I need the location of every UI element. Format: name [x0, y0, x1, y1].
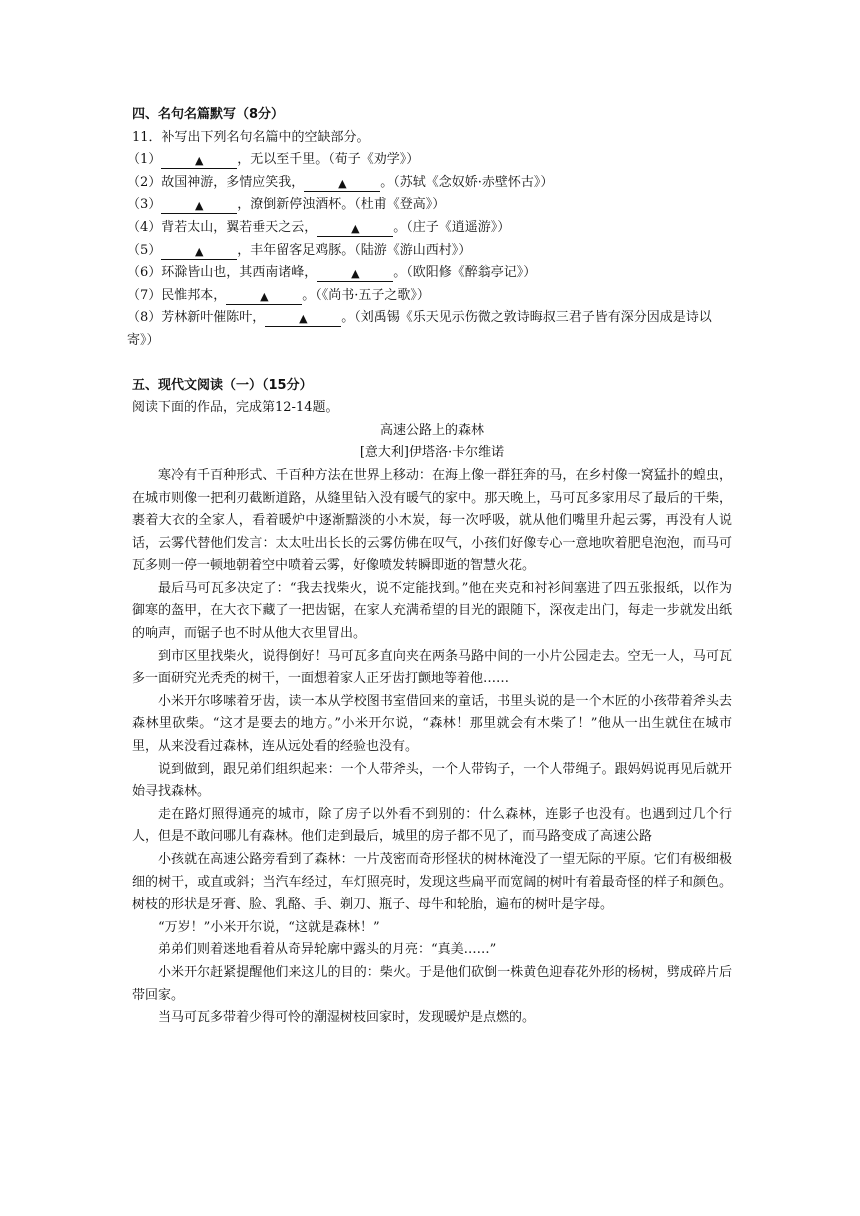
item-number: （4）: [127, 219, 162, 235]
fill-item-4: （4）背若太山，翼若垂天之云， ▲ 。（庄子《逍遥游》）: [127, 219, 511, 235]
item-number: （2）: [127, 174, 162, 190]
triangle-icon: ▲: [195, 154, 204, 168]
fill-item-5: （5） ▲ ，丰年留客足鸡豚。（陆游《游山西村》）: [127, 242, 472, 258]
section-spacer: [132, 353, 732, 375]
article-paragraph: 小孩就在高速公路旁看到了森林：一片茂密而奇形怪状的树林淹没了一望无际的平原。它们有极细极细的树干，或直或斜；当汽车经过，车灯照亮时，发现这些扁平而宽阔的树叶有着最奇怪的样子和颜色。树枝的形状是牙膏、脸、乳酪、手、剃刀、瓶子、母牛和轮胎，遍布的树叶是字母。: [132, 852, 732, 913]
article-paragraph: 当马可瓦多带着少得可怜的潮湿树枝回家时，发现暖炉是点燃的。: [158, 1010, 536, 1026]
answer-blank-8[interactable]: [265, 311, 341, 327]
answer-blank-4[interactable]: [317, 221, 393, 237]
triangle-icon: ▲: [195, 244, 204, 258]
triangle-icon: ▲: [351, 221, 360, 235]
section4-heading: 四、名句名篇默写（8分）: [132, 107, 285, 122]
article-paragraph: 到市区里找柴火，说得倒好！马可瓦多直向夹在两条马路中间的一小片公园走去。空无一人，马可瓦多一面研究光秃秃的树干，一面想着家人正牙齿打颤地等着他……: [132, 648, 732, 687]
triangle-icon: ▲: [338, 176, 347, 190]
answer-blank-1[interactable]: [161, 153, 237, 169]
answer-blank-3[interactable]: [161, 198, 237, 214]
article-paragraph: 寒冷有千百种形式、千百种方法在世界上移动：在海上像一群狂奔的马，在乡村像一窝猛扑的蝗虫，在城市则像一把利刃截断道路，从缝里钻入没有暖气的家中。那天晚上，马可瓦多家用尽了最后的干柴，裹着大衣的全家人，看着暖炉中逐渐黯淡的小木炭，每一次呼吸，就从他们嘴里升起云雾，再没有人说话，云雾代替他们发言：太太吐出长长的云雾仿佛在叹气，小孩们好像专心一意地吹着肥皂泡泡，而马可瓦多则一停一顿地朝着空中喷着云雾，好像喷发转瞬即逝的智慧火花。: [132, 467, 732, 574]
answer-blank-7[interactable]: [226, 289, 302, 305]
fill-item-6: （6）环滁皆山也，其西南诸峰， ▲ 。（欧阳修《醉翁亭记》）: [127, 265, 537, 281]
item-number: （8）: [127, 310, 162, 326]
triangle-icon: ▲: [260, 289, 269, 303]
article-title: 高速公路上的森林: [379, 422, 484, 438]
exam-page: [127, 104, 732, 1030]
section5-heading: 五、现代文阅读（一）（15分）: [132, 377, 313, 393]
article-paragraph: 弟弟们则着迷地看着从奇异轮廓中露头的月亮：“真美……”: [158, 942, 497, 958]
article-paragraph: 走在路灯照得通亮的城市，除了房子以外看不到别的：什么森林，连影子也没有。也遇到过几个行人，但是不敢问哪儿有森林。他们走到最后，城里的房子都不见了，而马路变成了高速公路: [132, 806, 732, 845]
article-paragraph: 小米开尔赶紧提醒他们来这儿的目的：柴火。于是他们砍倒一株黄色迎春花外形的杨树，劈成碎片后带回家。: [132, 964, 732, 1003]
article-paragraph: “万岁！”小米开尔说，“这就是森林！”: [158, 919, 380, 935]
fill-item-1: （1） ▲ ，无以至千里。（荀子《劝学》）: [127, 152, 420, 168]
fill-item-7: （7）民惟邦本， ▲ 。（《尚书·五子之歌》）: [127, 287, 430, 303]
article-paragraph: 小米开尔哆嗦着牙齿，读一本从学校图书室借回来的童话，书里头说的是一个木匠的小孩带着斧头去森林里砍柴。“这才是要去的地方。”小米开尔说，“森林！那里就会有木柴了！”他从一出生就住在城市里，从来没看过森林，连从远处看的经验也没有。: [132, 693, 732, 755]
fill-item-2: （2）故国神游，多情应笑我， ▲ 。（苏轼《念奴娇·赤壁怀古》）: [127, 174, 554, 190]
article-paragraph: 说到做到，跟兄弟们组织起来：一个人带斧头，一个人带钩子，一个人带绳子。跟妈妈说再见后就开始寻找森林。: [132, 761, 732, 800]
item-number: （7）: [127, 287, 162, 303]
article-author: [意大利]伊塔洛·卡尔维诺: [359, 445, 505, 461]
triangle-icon: ▲: [351, 267, 360, 281]
item-number: （1）: [127, 152, 162, 168]
answer-blank-6[interactable]: [317, 266, 393, 282]
item-number: （3）: [127, 197, 162, 213]
article-paragraph: 最后马可瓦多决定了：“我去找柴火，说不定能找到。”他在夹克和衬衫间塞进了四五张报纸，以作为御寒的盔甲，在大衣下藏了一把齿锯，在家人充满希望的目光的跟随下，深夜走出门，每走一步就发出纸的响声，而锯子也不时从他大衣里冒出。: [132, 580, 732, 642]
question-11: 11．补写出下列名句名篇中的空缺部分。: [132, 129, 370, 145]
item-number: （5）: [127, 242, 162, 258]
fill-item-3: （3） ▲ ，潦倒新停浊酒杯。（杜甫《登高》）: [127, 197, 446, 213]
reading-instruction: 阅读下面的作品，完成第12-14题。: [132, 400, 339, 416]
answer-blank-2[interactable]: [304, 176, 380, 192]
triangle-icon: ▲: [299, 312, 308, 326]
item-number: （6）: [127, 265, 162, 281]
answer-blank-5[interactable]: [161, 244, 237, 260]
triangle-icon: ▲: [195, 199, 204, 213]
fill-item-8: （8）芳林新叶催陈叶， ▲ 。（刘禹锡《乐天见示伤微之敦诗晦叔三君子皆有深分因成是诗以寄》）: [127, 310, 712, 348]
